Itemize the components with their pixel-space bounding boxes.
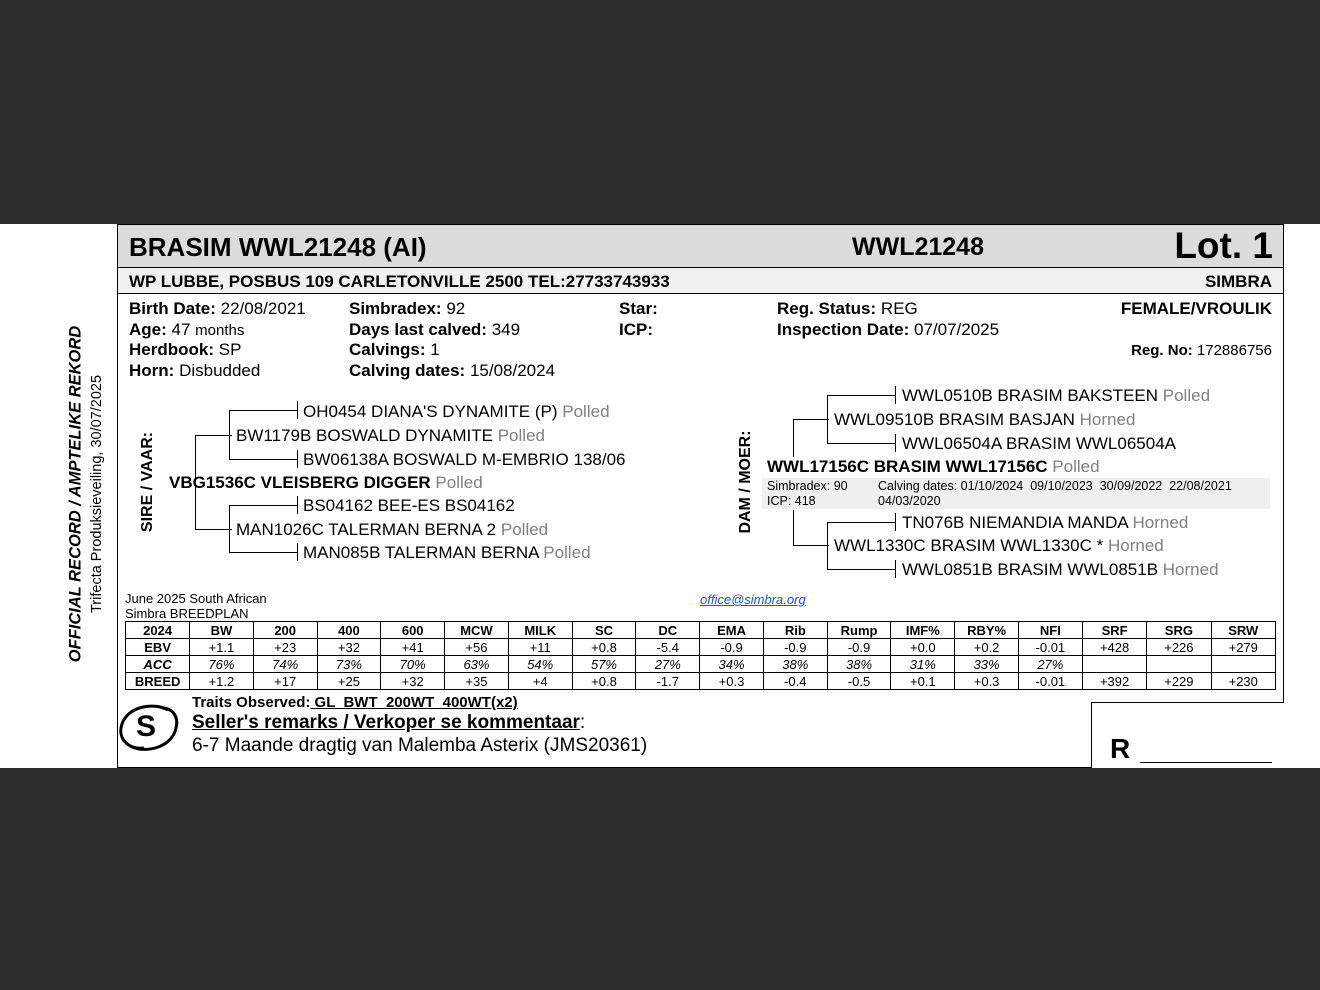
table-cell: EBV [126, 639, 190, 656]
table-cell [1147, 656, 1211, 673]
email-link-wrap [700, 591, 806, 609]
sire-side-label: SIRE / VAAR: [139, 431, 156, 533]
star-label: Star: [619, 299, 658, 318]
dam-sire-bracket [827, 395, 828, 444]
tick-dsd [895, 434, 896, 452]
table-cell [1082, 656, 1146, 673]
table-cell: 27% [636, 656, 700, 673]
table-cell: +0.3 [955, 673, 1018, 690]
table-cell: NFI [1018, 622, 1082, 639]
table-cell: +392 [1082, 673, 1146, 690]
table-cell: SRF [1082, 622, 1146, 639]
birth-date: Birth Date: 22/08/2021 [129, 299, 306, 318]
dam-sire-bracket-top [827, 395, 895, 396]
inspection-date: Inspection Date: 07/07/2025 [777, 320, 1000, 339]
table-cell: Rib [763, 622, 827, 639]
dam-dam-sire: TN076B NIEMANDIA MANDA Horned [902, 513, 1189, 532]
table-cell: -0.01 [1018, 639, 1082, 656]
frame-left [117, 294, 118, 768]
table-cell: MCW [445, 622, 508, 639]
sire-sire-bracket-bottom [229, 459, 297, 460]
header-bar [117, 224, 1284, 268]
animal-name: BRASIM WWL21248 (AI) [129, 232, 427, 262]
table-cell: +35 [445, 673, 508, 690]
table-cell: MILK [508, 622, 572, 639]
sire-dam-bracket-bottom [229, 552, 297, 553]
sire-dam-bracket-top [229, 505, 297, 506]
owner-bar [117, 268, 1284, 294]
dam-dam-bracket-bottom [827, 569, 895, 570]
table-row [126, 639, 1276, 656]
remarks-title: Seller's remarks / Verkoper se kommentaar: [192, 712, 586, 733]
table-cell: 76% [190, 656, 253, 673]
table-cell: -0.9 [763, 639, 827, 656]
owner-address: WP LUBBE, POSBUS 109 CARLETONVILLE 2500 TEL:27733743933 [129, 272, 670, 291]
dam-bracket-upper-h [793, 419, 829, 420]
svg-text:S: S [136, 710, 157, 743]
table-cell: ACC [126, 656, 190, 673]
table-cell: 33% [955, 656, 1018, 673]
ebv-table [125, 621, 1276, 690]
dam-calving-dates-2: 04/03/2020 [878, 494, 941, 508]
breedplan-line2: Simbra BREEDPLAN [125, 606, 249, 621]
dam-icp: ICP: 418 [767, 494, 816, 508]
table-cell: +32 [381, 673, 445, 690]
table-cell: +56 [445, 639, 508, 656]
table-cell: +226 [1147, 639, 1211, 656]
tick-ddd [895, 560, 896, 578]
table-cell: +229 [1147, 673, 1211, 690]
sire-bracket-top [195, 435, 232, 436]
sex-label: FEMALE/VROULIK [1120, 299, 1272, 318]
table-cell: SC [572, 622, 635, 639]
dam-bracket-lower-h [793, 545, 829, 546]
dam-sire-sire: WWL0510B BRASIM BAKSTEEN Polled [902, 386, 1211, 405]
dam-side-label: DAM / MOER: [737, 430, 754, 534]
tick-dss [895, 386, 896, 404]
table-row [126, 673, 1276, 690]
tick-sd [297, 450, 298, 468]
dam-dam-bracket [827, 522, 828, 570]
table-cell: 70% [381, 656, 445, 673]
table-cell: +23 [253, 639, 317, 656]
table-cell: +1.1 [190, 639, 253, 656]
dam-name: WWL17156C BRASIM WWL17156C Polled [767, 457, 1100, 476]
dam-bracket-upper [793, 419, 794, 457]
table-cell: +279 [1211, 639, 1275, 656]
animal-id: WWL21248 [852, 233, 984, 261]
horn-status: Horn: Disbudded [129, 361, 261, 380]
sire-sire-dam: BW06138A BOSWALD M-EMBRIO 138/06 [303, 450, 626, 469]
table-cell: IMF% [891, 622, 955, 639]
table-cell: 38% [763, 656, 827, 673]
table-cell: +0.3 [700, 673, 763, 690]
auction-label: Trifecta Produksieveiling, 30/07/2025 [89, 374, 105, 614]
table-cell: +1.2 [190, 673, 253, 690]
table-cell: SRG [1147, 622, 1211, 639]
table-cell: 31% [891, 656, 955, 673]
table-cell [1211, 656, 1275, 673]
dam-info-box [762, 478, 1270, 509]
traits-observed: Traits Observed: GL BWT 200WT 400WT(x2) [192, 694, 518, 711]
reg-number: Reg. No: 172886756 [1131, 342, 1272, 359]
table-cell: 200 [253, 622, 317, 639]
sire-sire-bracket [229, 410, 230, 460]
table-cell: 27% [1018, 656, 1082, 673]
table-cell: SRW [1211, 622, 1275, 639]
tick-dd [297, 543, 298, 561]
dam-dam-dam: WWL0851B BRASIM WWL0851B Horned [902, 560, 1219, 579]
table-cell: 2024 [126, 622, 190, 639]
dam-sire: WWL09510B BRASIM BASJAN Horned [834, 410, 1136, 429]
dam-sire-bracket-bottom [827, 443, 895, 444]
table-cell: +0.1 [891, 673, 955, 690]
table-cell: -0.5 [827, 673, 890, 690]
table-cell: 34% [700, 656, 763, 673]
lot-number: Lot. 1 [1174, 225, 1273, 266]
r-label: R [1110, 733, 1131, 764]
table-cell: +0.8 [572, 673, 635, 690]
reg-status: Reg. Status: REG [777, 299, 918, 318]
table-cell: +17 [253, 673, 317, 690]
sire-dam: MAN1026C TALERMAN BERNA 2 Polled [236, 520, 549, 539]
table-cell: BREED [126, 673, 190, 690]
sire-sire: BW1179B BOSWALD DYNAMITE Polled [236, 426, 545, 445]
dam-dam-bracket-top [827, 522, 895, 523]
days-last-calved: Days last calved: 349 [349, 320, 521, 339]
sire-dam-bracket [229, 505, 230, 553]
table-cell: -1.7 [636, 673, 700, 690]
simbra-logo [118, 700, 180, 756]
table-cell: 38% [827, 656, 890, 673]
table-cell: RBY% [955, 622, 1018, 639]
tick-dds [895, 513, 896, 531]
table-cell: +11 [508, 639, 572, 656]
dam-dam: WWL1330C BRASIM WWL1330C * Horned [834, 536, 1164, 555]
table-cell: +0.8 [572, 639, 635, 656]
table-cell: Rump [827, 622, 890, 639]
icp-label: ICP: [619, 320, 653, 339]
table-cell: DC [636, 622, 700, 639]
table-cell: 54% [508, 656, 572, 673]
dam-simbradex: Simbradex: 90 [767, 479, 848, 493]
table-cell: 57% [572, 656, 635, 673]
calving-dates: Calving dates: 15/08/2024 [349, 361, 556, 380]
table-cell: +0.2 [955, 639, 1018, 656]
breed-label: SIMBRA [1204, 272, 1272, 291]
table-cell: 400 [317, 622, 380, 639]
table-cell: -0.01 [1018, 673, 1082, 690]
dam-bracket-lower [793, 510, 794, 546]
remarks-text: 6-7 Maande dragtig van Malemba Asterix (JMS20361) [192, 735, 648, 756]
table-cell: 600 [381, 622, 445, 639]
table-cell: BW [190, 622, 253, 639]
frame-right [1283, 294, 1284, 703]
sire-dam-dam: MAN085B TALERMAN BERNA Polled [303, 543, 591, 562]
herdbook: Herdbook: SP [129, 340, 242, 359]
age: Age: 47 months [129, 320, 245, 339]
dam-sire-dam: WWL06504A BRASIM WWL06504A [902, 434, 1177, 453]
table-cell: -0.4 [763, 673, 827, 690]
table-row [126, 656, 1276, 673]
sire-sire-bracket-top [229, 410, 297, 411]
table-header-row [126, 622, 1276, 639]
sire-bracket-bottom [195, 529, 232, 530]
official-record-label: OFFICIAL RECORD / AMPTELIKE REKORD [66, 325, 85, 663]
simbradex: Simbradex: 92 [349, 299, 466, 318]
table-cell: +230 [1211, 673, 1275, 690]
table-cell: +32 [317, 639, 380, 656]
table-cell: -0.9 [827, 639, 890, 656]
frame-bottom [117, 767, 1092, 768]
table-cell: 73% [317, 656, 380, 673]
sire-name: VBG1536C VLEISBERG DIGGER Polled [169, 473, 483, 492]
table-cell: +25 [317, 673, 380, 690]
calvings: Calvings: 1 [349, 340, 440, 359]
dam-calving-dates: Calving dates: 01/10/2024 09/10/2023 30/09/2022 22/08/2021 [878, 479, 1232, 493]
tick-ss [297, 401, 298, 419]
table-cell: EMA [700, 622, 763, 639]
r-box [1091, 702, 1284, 768]
sire-dam-sire: BS04162 BEE-ES BS04162 [303, 496, 515, 515]
table-cell: +428 [1082, 639, 1146, 656]
table-cell: 74% [253, 656, 317, 673]
tick-ds [297, 496, 298, 514]
email-link[interactable]: office@simbra.org [700, 592, 806, 607]
table-cell: +41 [381, 639, 445, 656]
r-signature-line [1140, 762, 1272, 763]
breedplan-line1: June 2025 South African [125, 591, 267, 606]
table-cell: 63% [445, 656, 508, 673]
table-cell: -5.4 [636, 639, 700, 656]
table-cell: +4 [508, 673, 572, 690]
sire-sire-sire: OH0454 DIANA'S DYNAMITE (P) Polled [303, 402, 610, 421]
table-cell: +0.0 [891, 639, 955, 656]
table-cell: -0.9 [700, 639, 763, 656]
